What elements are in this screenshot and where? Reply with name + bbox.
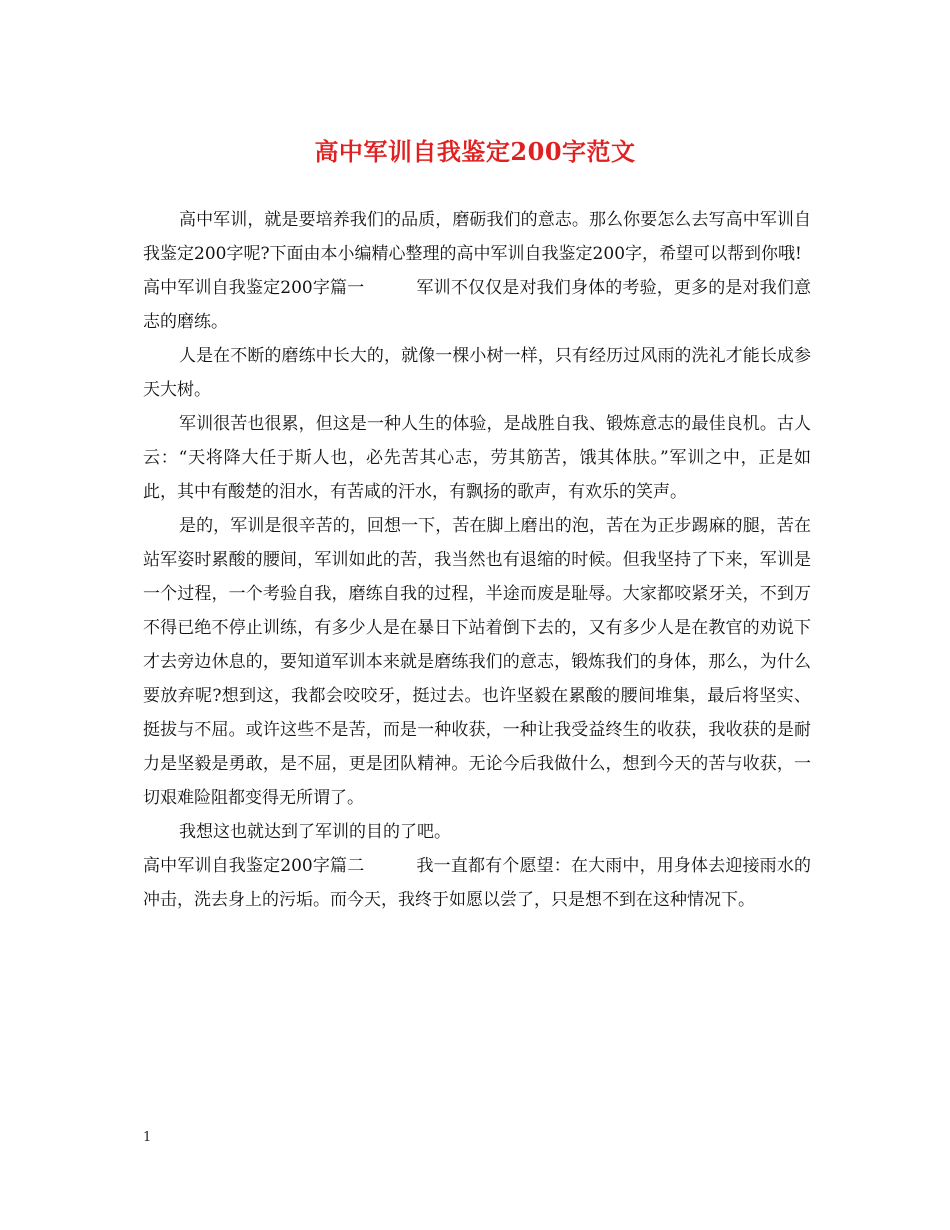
document-body [143,203,811,917]
body-paragraph: 人是在不断的磨练中长大的，就像一棵小树一样，只有经历过风雨的洗礼才能长成参天大树。 [143,346,811,400]
page-number: 1 [143,1130,152,1145]
body-paragraph: 是的，军训是很辛苦的，回想一下，苦在脚上磨出的泡，苦在为正步踢麻的腿，苦在站军姿时累酸的腰间，军训如此的苦，我当然也有退缩的时候。但我坚持了下来，军训是一个过程，一个考验自我，磨练自我的过程，半途而废是耻辱。大家都咬紧牙关，不到万不得已绝不停止训练，有多少人是在暴日下站着倒下去的，又有多少人是在教官的劝说下才去旁边休息的，要知道军训本来就是磨练我们的意志，锻炼我们的身体，那么，为什么要放弃呢?想到这，我都会咬咬牙，挺过去。也许坚毅在累酸的腰间堆集，最后将坚实、挺拔与不屈。或许这些不是苦，而是一种收获，一种让我受益终生的收获，我收获的是耐力是坚毅是勇敢，是不屈，更是团队精神。无论今后我做什么，想到今天的苦与收获，一切艰难险阻都变得无所谓了。 [143,516,811,808]
section-two-text: 我一直都有个愿望：在大雨中，用身体去迎接雨水的冲击，洗去身上的污垢。而今天，我终于如愿以尝了，只是想不到在这种情况下。 [143,856,812,910]
section-one-heading: 高中军训自我鉴定200字篇一 [143,278,365,298]
body-paragraph: 军训很苦也很累，但这是一种人生的体验，是战胜自我、锻炼意志的最佳良机。古人云：“天将降大任于斯人也，必先苦其心志，劳其筋苦，饿其体肤。”军训之中，正是如此，其中有酸楚的泪水，有苦咸的汗水，有飘扬的歌声，有欢乐的笑声。 [143,414,811,502]
section-one-text: 军训不仅仅是对我们身体的考验，更多的是对我们意志的磨练。 [143,278,812,332]
section-two-paragraph [143,849,811,917]
intro-paragraph: 高中军训，就是要培养我们的品质，磨砺我们的意志。那么你要怎么去写高中军训自我鉴定200字呢?下面由本小编精心整理的高中军训自我鉴定200字，希望可以帮到你哦! [143,210,811,264]
section-two-heading: 高中军训自我鉴定200字篇二 [143,856,365,876]
body-paragraph: 我想这也就达到了军训的目的了吧。 [179,822,451,842]
section-one-paragraph [143,271,811,339]
document-title: 高中军训自我鉴定200字范文 [314,137,636,166]
